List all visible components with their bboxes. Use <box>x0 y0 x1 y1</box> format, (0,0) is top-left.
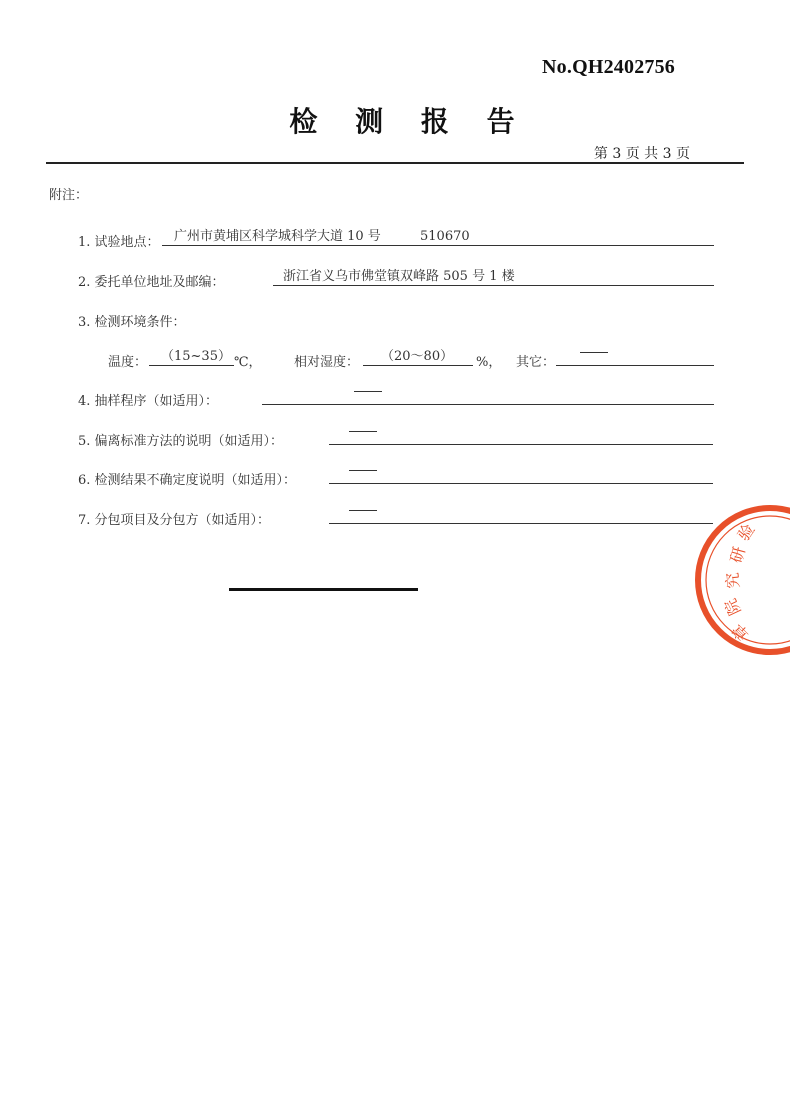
test-location-postcode: 510670 <box>420 229 470 244</box>
uncertainty-field <box>329 467 713 484</box>
header-divider <box>46 162 744 164</box>
svg-text:院: 院 <box>720 595 745 619</box>
not-applicable-dash <box>349 510 377 511</box>
not-applicable-dash <box>354 391 382 392</box>
not-applicable-dash <box>580 352 608 353</box>
sampling-procedure-label: 4. 抽样程序（如适用）： <box>78 394 219 409</box>
temperature-value: （15~35） <box>161 349 231 364</box>
report-number: No.QH2402756 <box>542 56 675 78</box>
svg-text:章: 章 <box>728 619 753 645</box>
client-address-field <box>273 269 714 286</box>
test-location-field <box>162 229 714 246</box>
not-applicable-dash <box>349 431 377 432</box>
test-environment-label: 3. 检测环境条件： <box>78 315 186 330</box>
temperature-field <box>149 349 234 366</box>
page-count: 第 3 页 共 3 页 <box>593 146 690 162</box>
subcontract-field <box>329 507 713 524</box>
sampling-procedure-field <box>262 388 714 405</box>
svg-text:研: 研 <box>726 544 750 566</box>
report-title: 检 测 报 告 <box>289 105 529 138</box>
humidity-unit: %， <box>476 355 502 370</box>
test-location-value: 广州市黄埔区科学城科学大道 10 号 <box>174 229 381 244</box>
other-conditions-field <box>556 349 714 366</box>
temperature-label: 温度： <box>108 355 148 370</box>
humidity-value: （20～80） <box>381 349 454 364</box>
subcontract-label: 7. 分包项目及分包方（如适用）： <box>78 513 271 528</box>
method-deviation-label: 5. 偏离标准方法的说明（如适用）： <box>78 434 284 449</box>
end-of-report-rule <box>229 588 418 591</box>
other-conditions-label: 其它： <box>516 355 556 370</box>
svg-text:验: 验 <box>733 520 759 545</box>
client-address-label: 2. 委托单位地址及邮编： <box>78 275 225 290</box>
method-deviation-field <box>329 428 713 445</box>
test-location-label: 1. 试验地点： <box>78 235 160 250</box>
uncertainty-label: 6. 检测结果不确定度说明（如适用）： <box>78 473 297 488</box>
not-applicable-dash <box>349 470 377 471</box>
temperature-unit: ℃， <box>234 355 262 370</box>
official-seal-stamp <box>690 500 790 660</box>
client-address-value: 浙江省义乌市佛堂镇双峰路 505 号 1 楼 <box>283 269 515 284</box>
svg-text:究: 究 <box>722 571 743 590</box>
humidity-field <box>363 349 473 366</box>
humidity-label: 相对湿度： <box>294 355 360 370</box>
notes-label: 附注： <box>49 188 89 203</box>
